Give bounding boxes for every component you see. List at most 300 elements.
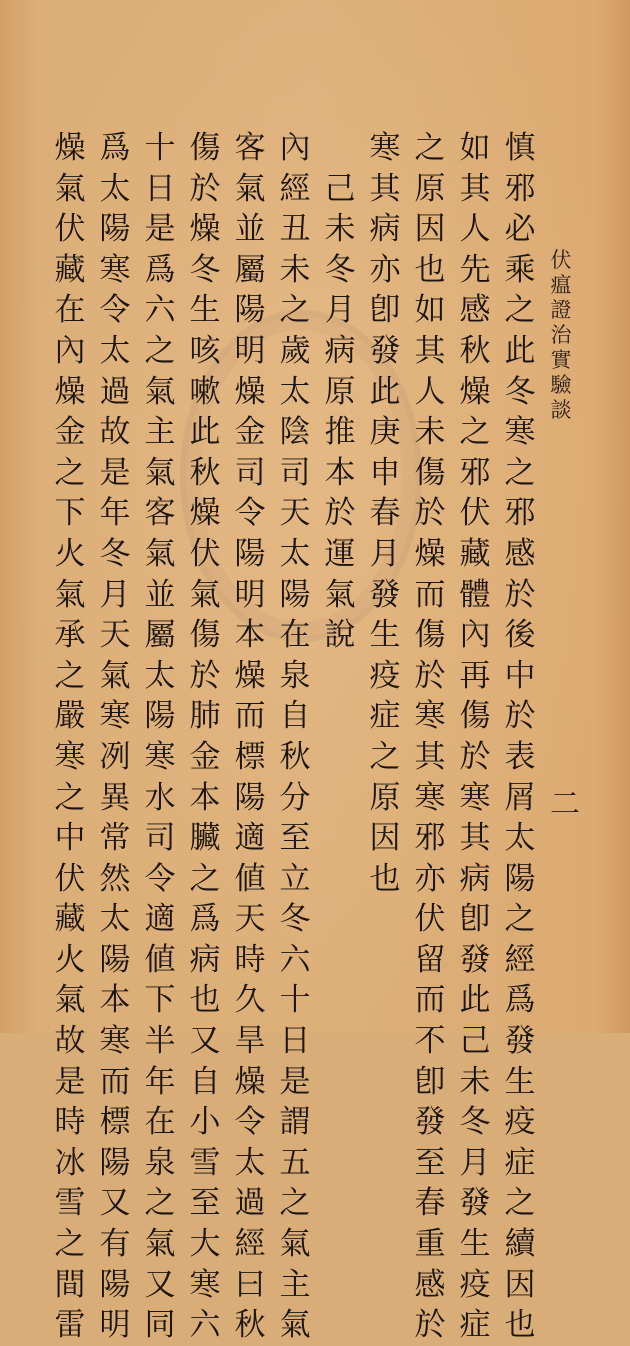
glyph: 之: [144, 1185, 176, 1222]
glyph: 氣: [189, 576, 221, 613]
glyph: 此: [504, 332, 536, 369]
glyph: 氣: [144, 454, 176, 491]
glyph: 卽: [414, 1063, 446, 1100]
glyph: 謂: [279, 1104, 311, 1141]
glyph: 病: [189, 941, 221, 978]
glyph: 症: [504, 1144, 536, 1181]
glyph: 月: [369, 535, 401, 572]
glyph: 庚: [369, 414, 401, 451]
glyph: 乘: [504, 251, 536, 288]
glyph: 氣: [144, 373, 176, 410]
glyph: 此: [369, 373, 401, 410]
glyph: 驗: [550, 373, 572, 397]
glyph: 而: [414, 982, 446, 1019]
glyph: 此: [189, 414, 221, 451]
glyph: 伏: [550, 248, 572, 272]
glyph: 之: [504, 454, 536, 491]
glyph: 月: [99, 576, 131, 613]
glyph: 本: [189, 779, 221, 816]
glyph: 經: [504, 941, 536, 978]
glyph: 經: [279, 170, 311, 207]
glyph: 生: [189, 292, 221, 329]
glyph: 故: [54, 1023, 86, 1060]
glyph: 客: [144, 495, 176, 532]
glyph: 値: [234, 860, 266, 897]
glyph: 寒: [99, 251, 131, 288]
glyph: 爲: [189, 901, 221, 938]
glyph: 冬: [459, 1104, 491, 1141]
glyph: 申: [369, 454, 401, 491]
glyph: 藏: [459, 535, 491, 572]
glyph: 燥: [459, 373, 491, 410]
glyph: 其: [414, 332, 446, 369]
glyph: 天: [279, 495, 311, 532]
glyph: 雪: [54, 1185, 86, 1222]
glyph: 寒: [414, 698, 446, 735]
glyph: 至: [189, 1185, 221, 1222]
glyph: 病: [324, 332, 356, 369]
glyph: 在: [144, 1104, 176, 1141]
glyph: 秋: [189, 454, 221, 491]
glyph: 下: [54, 495, 86, 532]
glyph: 是: [279, 1063, 311, 1100]
glyph: 金: [189, 738, 221, 775]
glyph: 生: [459, 1226, 491, 1263]
text-column-11: [52, 128, 88, 1346]
glyph: 而: [234, 698, 266, 735]
glyph: 氣: [144, 535, 176, 572]
glyph: 燥: [234, 373, 266, 410]
glyph: 發: [369, 576, 401, 613]
glyph: 然: [99, 860, 131, 897]
glyph: 五: [279, 1144, 311, 1181]
glyph: 寒: [189, 1266, 221, 1303]
glyph: 也: [414, 251, 446, 288]
glyph: 感: [504, 535, 536, 572]
glyph: 又: [99, 1185, 131, 1222]
running-header: [549, 248, 573, 423]
glyph: 生: [504, 1063, 536, 1100]
glyph: 年: [99, 495, 131, 532]
glyph: 內: [459, 617, 491, 654]
glyph: 未: [324, 211, 356, 248]
glyph: 爲: [99, 130, 131, 166]
glyph: 而: [414, 576, 446, 613]
glyph: 其: [369, 170, 401, 207]
glyph: 談: [550, 398, 572, 422]
glyph: 燥: [414, 535, 446, 572]
glyph: 燥: [54, 373, 86, 410]
text-column-7: [232, 128, 268, 1346]
glyph: 太: [279, 535, 311, 572]
glyph: 歲: [279, 332, 311, 369]
glyph: 春: [369, 495, 401, 532]
glyph: 藏: [54, 251, 86, 288]
glyph: 邪: [414, 820, 446, 857]
glyph: 陽: [279, 576, 311, 613]
glyph: 邪: [504, 170, 536, 207]
glyph: 氣: [99, 657, 131, 694]
glyph: 之: [189, 860, 221, 897]
glyph: 月: [459, 1144, 491, 1181]
glyph: 未: [414, 414, 446, 451]
glyph: 年: [144, 1063, 176, 1100]
glyph: 秋: [279, 738, 311, 775]
glyph: 金: [234, 414, 266, 451]
glyph: 又: [144, 1266, 176, 1303]
glyph: 伏: [54, 860, 86, 897]
glyph: 氣: [144, 1226, 176, 1263]
glyph: 之: [504, 901, 536, 938]
glyph: 燥: [54, 130, 86, 166]
glyph: 屑: [504, 779, 536, 816]
glyph: 異: [99, 779, 131, 816]
glyph: 燥: [189, 211, 221, 248]
glyph: 氣: [54, 170, 86, 207]
glyph: 火: [54, 535, 86, 572]
glyph: 藏: [54, 901, 86, 938]
glyph: 司: [234, 454, 266, 491]
glyph: 故: [99, 414, 131, 451]
glyph: 寒: [144, 738, 176, 775]
glyph: 嗽: [189, 373, 221, 410]
glyph: 泉: [144, 1144, 176, 1181]
glyph: 於: [414, 657, 446, 694]
glyph: 陽: [99, 1144, 131, 1181]
glyph: 氣: [324, 576, 356, 613]
glyph: 說: [324, 617, 356, 654]
glyph: 泉: [279, 657, 311, 694]
glyph: 並: [234, 211, 266, 248]
glyph: 冰: [54, 1144, 86, 1181]
glyph: 陽: [99, 211, 131, 248]
glyph: 在: [54, 292, 86, 329]
glyph: 太: [279, 373, 311, 410]
glyph: 內: [54, 332, 86, 369]
glyph: 太: [234, 1144, 266, 1181]
glyph: 必: [504, 211, 536, 248]
glyph: 伏: [459, 495, 491, 532]
glyph: 陽: [504, 860, 536, 897]
glyph: 氣: [54, 982, 86, 1019]
glyph: 內: [279, 130, 311, 166]
glyph: 重: [414, 1226, 446, 1263]
glyph: 之: [54, 454, 86, 491]
glyph: 至: [279, 820, 311, 857]
glyph: 金: [54, 414, 86, 451]
glyph: 氣: [279, 1307, 311, 1344]
glyph: 寒: [54, 738, 86, 775]
glyph: 之: [369, 738, 401, 775]
glyph: 亦: [369, 251, 401, 288]
glyph: 秋: [459, 332, 491, 369]
glyph: 之: [414, 130, 446, 166]
glyph: 亦: [414, 860, 446, 897]
glyph: 也: [504, 1307, 536, 1344]
glyph: 如: [459, 130, 491, 166]
glyph: 己: [324, 170, 356, 207]
glyph: 肺: [189, 698, 221, 735]
glyph: 其: [414, 738, 446, 775]
glyph: 久: [234, 982, 266, 1019]
glyph: 伏: [189, 535, 221, 572]
glyph: 至: [414, 1144, 446, 1181]
glyph: 運: [324, 535, 356, 572]
glyph: 承: [54, 617, 86, 654]
glyph: 雷: [54, 1307, 86, 1344]
glyph: 是: [144, 211, 176, 248]
glyph: 傷: [189, 130, 221, 166]
glyph: 是: [54, 1063, 86, 1100]
glyph: 冬: [504, 373, 536, 410]
glyph: 寒: [414, 779, 446, 816]
glyph: 也: [369, 860, 401, 897]
glyph: 陰: [279, 414, 311, 451]
glyph: 立: [279, 860, 311, 897]
glyph: 適: [144, 901, 176, 938]
glyph: 於: [459, 738, 491, 775]
glyph: 太: [504, 820, 536, 857]
glyph: 秋: [234, 1307, 266, 1344]
glyph: 明: [234, 576, 266, 613]
glyph: 感: [459, 292, 491, 329]
glyph: 冬: [189, 251, 221, 288]
glyph: 春: [414, 1185, 446, 1222]
glyph: 發: [459, 1185, 491, 1222]
glyph: 火: [54, 941, 86, 978]
glyph: 治: [550, 323, 572, 347]
glyph: 太: [99, 901, 131, 938]
glyph: 陽: [234, 779, 266, 816]
glyph: 疫: [459, 1266, 491, 1303]
glyph: 之: [54, 1226, 86, 1263]
glyph: 十: [279, 982, 311, 1019]
glyph: 於: [189, 657, 221, 694]
glyph: 月: [324, 292, 356, 329]
glyph: 常: [99, 820, 131, 857]
glyph: 並: [144, 576, 176, 613]
glyph: 邪: [504, 495, 536, 532]
glyph: 大: [189, 1226, 221, 1263]
glyph: 太: [99, 170, 131, 207]
text-column-4: [367, 128, 403, 899]
glyph: 日: [279, 1023, 311, 1060]
glyph: 令: [144, 860, 176, 897]
text-column-6: [277, 128, 313, 1346]
glyph: 證: [550, 298, 572, 322]
glyph: 先: [459, 251, 491, 288]
glyph: 丑: [279, 211, 311, 248]
glyph: 發: [504, 1023, 536, 1060]
glyph: 燥: [189, 495, 221, 532]
glyph: 又: [189, 1023, 221, 1060]
glyph: 燥: [234, 657, 266, 694]
glyph: 冬: [279, 901, 311, 938]
glyph: 司: [144, 820, 176, 857]
glyph: 未: [279, 251, 311, 288]
glyph: 明: [234, 332, 266, 369]
glyph: 六: [279, 941, 311, 978]
glyph: 雪: [189, 1144, 221, 1181]
glyph: 陽: [99, 1266, 131, 1303]
glyph: 因: [504, 1266, 536, 1303]
glyph: 因: [369, 820, 401, 857]
section-heading-column: [322, 128, 358, 656]
glyph: 時: [54, 1104, 86, 1141]
glyph: 主: [144, 414, 176, 451]
glyph: 咳: [189, 332, 221, 369]
glyph: 經: [234, 1226, 266, 1263]
glyph: 標: [234, 738, 266, 775]
glyph: 冽: [99, 738, 131, 775]
glyph: 屬: [144, 617, 176, 654]
glyph: 再: [459, 657, 491, 694]
glyph: 留: [414, 941, 446, 978]
glyph: 疫: [504, 1104, 536, 1141]
glyph: 日: [144, 170, 176, 207]
glyph: 中: [504, 657, 536, 694]
glyph: 生: [369, 617, 401, 654]
glyph: [325, 128, 356, 169]
glyph: 陽: [234, 535, 266, 572]
glyph: 於: [324, 495, 356, 532]
glyph: 其: [459, 170, 491, 207]
glyph: 陽: [234, 292, 266, 329]
glyph: 過: [99, 373, 131, 410]
glyph: 發: [414, 1104, 446, 1141]
glyph: 是: [99, 454, 131, 491]
glyph: 陽: [99, 941, 131, 978]
glyph: 實: [550, 348, 572, 372]
text-column-10: [97, 128, 133, 1346]
glyph: 未: [459, 1063, 491, 1100]
glyph: 本: [324, 454, 356, 491]
glyph: 也: [189, 982, 221, 1019]
glyph: 客: [234, 130, 266, 166]
glyph: 天: [99, 617, 131, 654]
glyph: 在: [279, 617, 311, 654]
glyph: 六: [189, 1307, 221, 1344]
glyph: 適: [234, 820, 266, 857]
glyph: 寒: [459, 779, 491, 816]
glyph: 發: [369, 332, 401, 369]
glyph: 傷: [189, 617, 221, 654]
glyph: 之: [279, 1185, 311, 1222]
text-column-2: [457, 128, 493, 1346]
glyph: 屬: [234, 251, 266, 288]
glyph: 司: [279, 454, 311, 491]
glyph: 之: [54, 657, 86, 694]
glyph: 冬: [99, 535, 131, 572]
glyph: 原: [324, 373, 356, 410]
glyph: 嚴: [54, 698, 86, 735]
glyph: 發: [459, 941, 491, 978]
glyph: 冬: [324, 251, 356, 288]
glyph: 本: [234, 617, 266, 654]
glyph: 病: [459, 860, 491, 897]
glyph: 慎: [504, 130, 536, 166]
glyph: 氣: [234, 170, 266, 207]
text-column-3: [412, 128, 448, 1346]
glyph: 間: [54, 1266, 86, 1303]
glyph: 主: [279, 1266, 311, 1303]
glyph: 之: [279, 292, 311, 329]
glyph: 卽: [369, 292, 401, 329]
glyph: 不: [414, 1023, 446, 1060]
glyph: 下: [144, 982, 176, 1019]
glyph: 寒: [504, 414, 536, 451]
glyph: 氣: [279, 1226, 311, 1263]
glyph: 水: [144, 779, 176, 816]
glyph: 臟: [189, 820, 221, 857]
glyph: 於: [504, 576, 536, 613]
glyph: 時: [234, 941, 266, 978]
glyph: 明: [99, 1307, 131, 1344]
glyph: 症: [369, 698, 401, 735]
glyph: 症: [459, 1307, 491, 1344]
glyph: 推: [324, 414, 356, 451]
glyph: 原: [369, 779, 401, 816]
glyph: 人: [414, 373, 446, 410]
glyph: 人: [459, 211, 491, 248]
glyph: 續: [504, 1226, 536, 1263]
glyph: 自: [189, 1063, 221, 1100]
glyph: 表: [504, 738, 536, 775]
glyph: 氣: [54, 576, 86, 613]
glyph: 十: [144, 130, 176, 166]
glyph: 此: [459, 982, 491, 1019]
glyph: 傷: [414, 454, 446, 491]
glyph: 後: [504, 617, 536, 654]
glyph: 爲: [144, 251, 176, 288]
glyph: 旱: [234, 1023, 266, 1060]
glyph: 其: [459, 820, 491, 857]
glyph: 之: [504, 1185, 536, 1222]
glyph: 傷: [414, 617, 446, 654]
glyph: 卽: [459, 901, 491, 938]
glyph: 太: [99, 332, 131, 369]
glyph: 疫: [369, 657, 401, 694]
glyph: 而: [99, 1063, 131, 1100]
glyph: 自: [279, 698, 311, 735]
text-column-8: [187, 128, 223, 1346]
glyph: 標: [99, 1104, 131, 1141]
glyph: 感: [414, 1266, 446, 1303]
glyph: 小: [189, 1104, 221, 1141]
glyph: 體: [459, 576, 491, 613]
glyph: 天: [234, 901, 266, 938]
glyph: 病: [369, 211, 401, 248]
glyph: 令: [234, 495, 266, 532]
glyph: 六: [144, 292, 176, 329]
glyph: 令: [99, 292, 131, 329]
glyph: 値: [144, 941, 176, 978]
glyph: 燥: [234, 1063, 266, 1100]
glyph: 爲: [504, 982, 536, 1019]
glyph: 傷: [459, 698, 491, 735]
glyph: 中: [54, 820, 86, 857]
glyph: 令: [234, 1104, 266, 1141]
glyph: 於: [189, 170, 221, 207]
glyph: 過: [234, 1185, 266, 1222]
glyph: 之: [144, 332, 176, 369]
glyph: 伏: [54, 211, 86, 248]
glyph: 寒: [99, 698, 131, 735]
glyph: 太: [144, 657, 176, 694]
glyph: 因: [414, 211, 446, 248]
text-column-1: [502, 128, 538, 1346]
glyph: 己: [459, 1023, 491, 1060]
